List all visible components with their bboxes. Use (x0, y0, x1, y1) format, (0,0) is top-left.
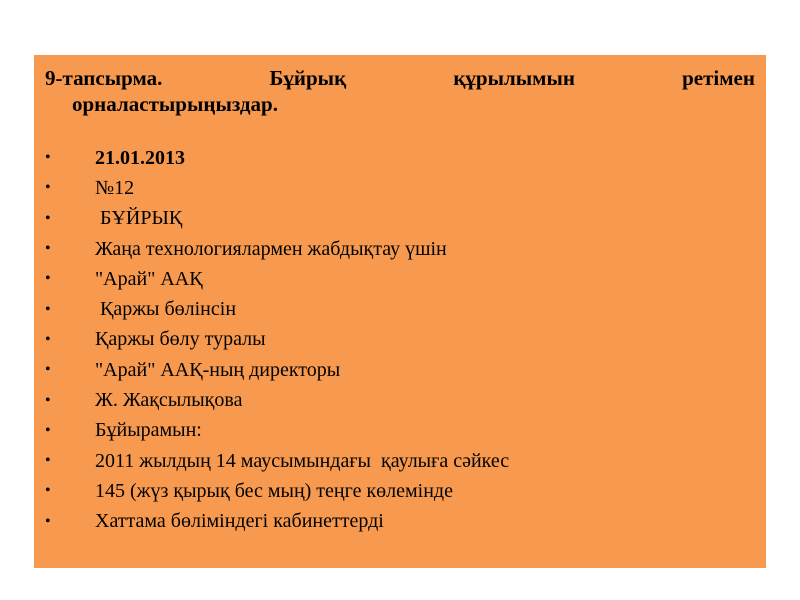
list-item (34, 416, 754, 446)
list-item (34, 264, 754, 294)
list-item (34, 507, 754, 537)
slide-panel (34, 55, 766, 568)
bullet-icon: • (45, 179, 51, 197)
list-item-text: Ж. Жақсылықова (95, 389, 243, 412)
list-item-text: Хаттама бөліміндегі кабинеттерді (95, 510, 384, 533)
list-item-text: 21.01.2013 (95, 146, 185, 169)
list-item-text: БҰЙРЫҚ (95, 207, 183, 230)
bullet-icon: • (45, 240, 51, 258)
list-item (34, 325, 754, 355)
bullet-icon: • (45, 209, 51, 227)
list-item (34, 355, 754, 385)
task-word: 9-тапсырма. (45, 66, 163, 90)
bullet-list (34, 143, 754, 537)
task-heading-line2: орналастырыңыздар. (72, 92, 278, 116)
bullet-icon: • (45, 149, 51, 167)
bullet-icon: • (45, 330, 51, 348)
list-item (34, 173, 754, 203)
list-item-text: Жаңа технологиялармен жабдықтау үшін (95, 237, 447, 260)
task-heading (45, 65, 755, 117)
task-word: Бұйрық (269, 66, 347, 90)
task-word: құрылымын (453, 66, 575, 90)
list-item (34, 476, 754, 506)
list-item-text: Қаржы бөлу туралы (95, 328, 266, 351)
list-item-text: Қаржы бөлінсін (95, 298, 237, 321)
bullet-icon: • (45, 300, 51, 318)
list-item (34, 446, 754, 476)
list-item (34, 204, 754, 234)
list-item-text: 2011 жылдың 14 маусымындағы қаулыға сәйкес (95, 449, 510, 472)
list-item (34, 294, 754, 324)
list-item-text: №12 (95, 176, 135, 199)
bullet-icon: • (45, 421, 51, 439)
bullet-icon: • (45, 361, 51, 379)
list-item-text: "Арай" ААҚ (95, 267, 203, 290)
list-item-text: 145 (жүз қырық бес мың) теңге көлемінде (95, 479, 453, 502)
bullet-icon: • (45, 452, 51, 470)
bullet-icon: • (45, 482, 51, 500)
task-word: ретімен (682, 66, 755, 90)
bullet-icon: • (45, 512, 51, 530)
list-item (34, 234, 754, 264)
bullet-icon: • (45, 391, 51, 409)
task-heading-line1 (45, 65, 755, 91)
list-item-text: Бұйырамын: (95, 419, 202, 442)
list-item (34, 143, 754, 173)
list-item-text: "Арай" ААҚ-ның директоры (95, 358, 341, 381)
list-item (34, 385, 754, 415)
bullet-icon: • (45, 270, 51, 288)
